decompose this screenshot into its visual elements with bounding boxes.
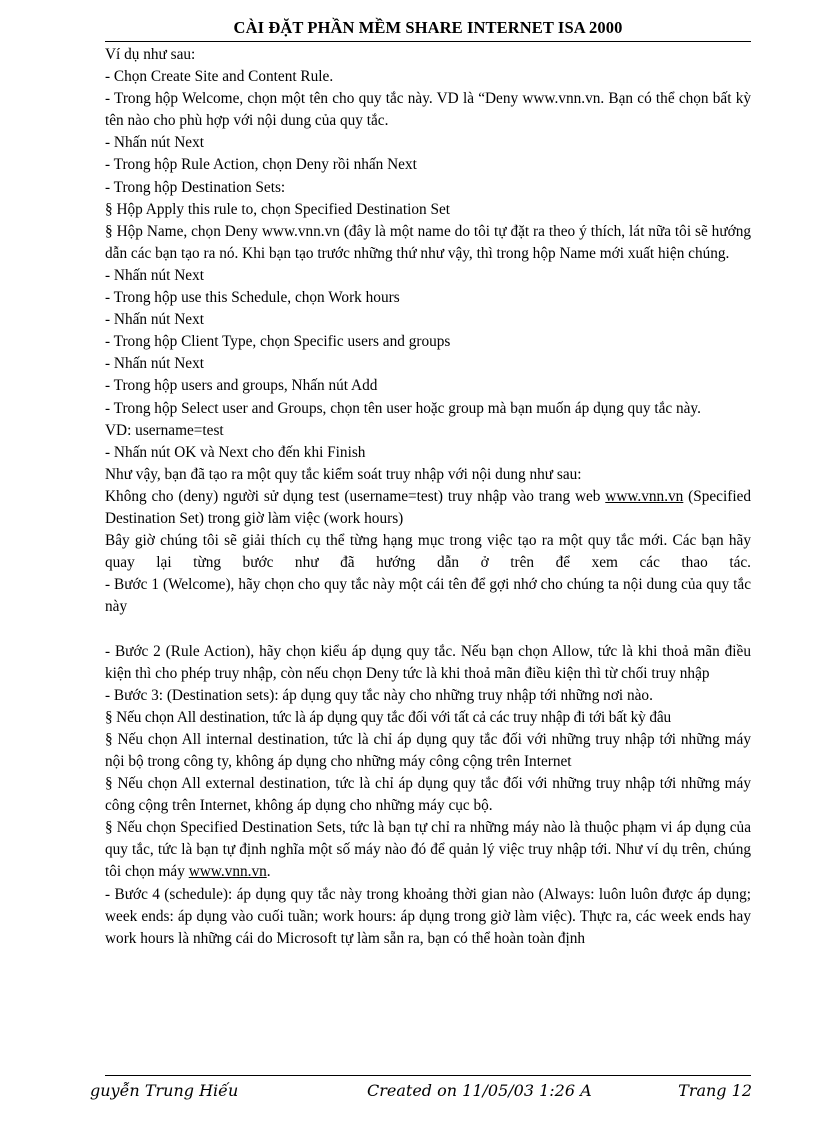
footer-divider xyxy=(105,1075,751,1076)
step-1-paragraph: - Bước 1 (Welcome), hãy chọn cho quy tắc này một cái tên để gợi nhớ cho chúng ta nội dung của quy tắc này xyxy=(105,576,751,616)
deny-summary-text: Không cho (deny) người sử dụng test (username=test) truy nhập vào trang web xyxy=(105,487,606,505)
paragraph: - Nhấn nút Next xyxy=(105,355,204,373)
vnn-link[interactable]: www.vnn.vn xyxy=(605,487,684,505)
paragraph: - Trong hộp users and groups, Nhấn nút Add xyxy=(105,377,378,395)
step-3-paragraph: - Bước 3: (Destination sets): áp dụng quy tắc này cho những truy nhập tới những nơi nào. xyxy=(105,686,653,704)
paragraph: - Trong hộp Rule Action, chọn Deny rồi nhấn Next xyxy=(105,156,417,174)
destination-internal-paragraph: § Nếu chọn All internal destination, tức là chỉ áp dụng quy tắc đối với những truy nhập tới những máy nội bộ trong công ty, không áp dụng cho những máy công cộng trên Internet xyxy=(105,730,751,770)
paragraph: - Chọn Create Site and Content Rule. xyxy=(105,68,334,86)
footer-page-number: Trang 12 xyxy=(678,1081,752,1100)
page-header-title: CÀI ĐẶT PHẦN MỀM SHARE INTERNET ISA 2000 xyxy=(233,18,623,37)
paragraph: Như vậy, bạn đã tạo ra một quy tắc kiểm soát truy nhập với nội dung như sau: xyxy=(105,465,582,483)
step-4-paragraph: - Bước 4 (schedule): áp dụng quy tắc này trong khoảng thời gian nào (Always: luôn luôn được áp dụng; week ends: áp dụng vào cuối tuần; work hours: áp dụng trong giờ làm việc). Thực ra, các week ends hay work hours là những cái do Microsoft tự làm sẵn ra, bạn có thể hoàn toàn định xyxy=(105,885,751,947)
paragraph: - Nhấn nút OK và Next cho đến khi Finish xyxy=(105,443,366,461)
vnn-link[interactable]: www.vnn.vn xyxy=(188,863,267,881)
paragraph: - Trong hộp Select user and Groups, chọn tên user hoặc group mà bạn muốn áp dụng quy tắc này. xyxy=(105,399,701,417)
blank-line xyxy=(105,618,751,640)
deny-summary-text-end: (Specified Destination Set) trong giờ làm việc (work hours) xyxy=(105,487,752,527)
paragraph: - Nhấn nút Next xyxy=(105,266,204,284)
destination-specified-paragraph xyxy=(105,817,751,883)
destination-external-paragraph: § Nếu chọn All external destination, tức là chỉ áp dụng quy tắc đối với những truy nhập tới những máy công cộng trên Internet, không áp dụng cho những máy cục bộ. xyxy=(105,775,751,815)
destination-specified-end: . xyxy=(266,863,271,881)
paragraph: § Hộp Name, chọn Deny www.vnn.vn (đây là một name do tôi tự đặt ra theo ý thích, lát nữa tôi sẽ hướng dẫn các bạn tạo ra nó. Khi bạn tạo trước những thứ như vậy, thì trong hộp Name mới xuất hiện chúng. xyxy=(105,222,751,262)
paragraph: - Trong hộp Welcome, chọn một tên cho quy tắc này. VD là “Deny www.vnn.vn. Bạn có thể chọn bất kỳ tên nào cho phù hợp với nội dung của quy tắc. xyxy=(105,90,751,130)
header-divider xyxy=(105,41,751,42)
deny-summary-paragraph xyxy=(105,486,751,530)
paragraph: - Trong hộp Destination Sets: xyxy=(105,178,286,196)
paragraph: - Nhấn nút Next xyxy=(105,134,204,152)
paragraph: - Trong hộp Client Type, chọn Specific users and groups xyxy=(105,333,451,351)
footer-author: guyễn Trung Hiếu xyxy=(90,1081,239,1100)
document-body xyxy=(105,44,751,950)
footer-created-date: Created on 11/05/03 1:26 A xyxy=(367,1081,592,1100)
step-2-paragraph: - Bước 2 (Rule Action), hãy chọn kiểu áp dụng quy tắc. Nếu bạn chọn Allow, tức là khi thoả mãn điều kiện thì cho phép truy nhập, còn nếu chọn Deny tức là khi thoả mãn điều kiện thì từ chối truy nhập xyxy=(105,642,751,682)
paragraph: - Trong hộp use this Schedule, chọn Work hours xyxy=(105,289,400,307)
explanation-paragraph: Bây giờ chúng tôi sẽ giải thích cụ thể từng hạng mục trong việc tạo ra một quy tắc mới. Các bạn hãy quay lại từng bước như đã hướng dẫn ở trên để xem các thao tác. xyxy=(105,532,751,572)
page-footer xyxy=(90,1081,752,1107)
paragraph: Ví dụ như sau: xyxy=(105,46,196,63)
destination-specified-text: § Nếu chọn Specified Destination Sets, tức là bạn tự chỉ ra những máy nào là thuộc phạm vi áp dụng của quy tắc, tức là bạn tự định nghĩa một số máy nào đó để quản lý việc truy nhập tới. Như ví dụ trên, chúng tôi chọn máy xyxy=(105,819,751,881)
paragraph: - Nhấn nút Next xyxy=(105,311,204,329)
destination-all-paragraph: § Nếu chọn All destination, tức là áp dụng quy tắc đối với tất cả các truy nhập đi tới bất kỳ đâu xyxy=(105,708,671,726)
paragraph: VD: username=test xyxy=(105,421,224,439)
paragraph: § Hộp Apply this rule to, chọn Specified Destination Set xyxy=(105,200,450,218)
